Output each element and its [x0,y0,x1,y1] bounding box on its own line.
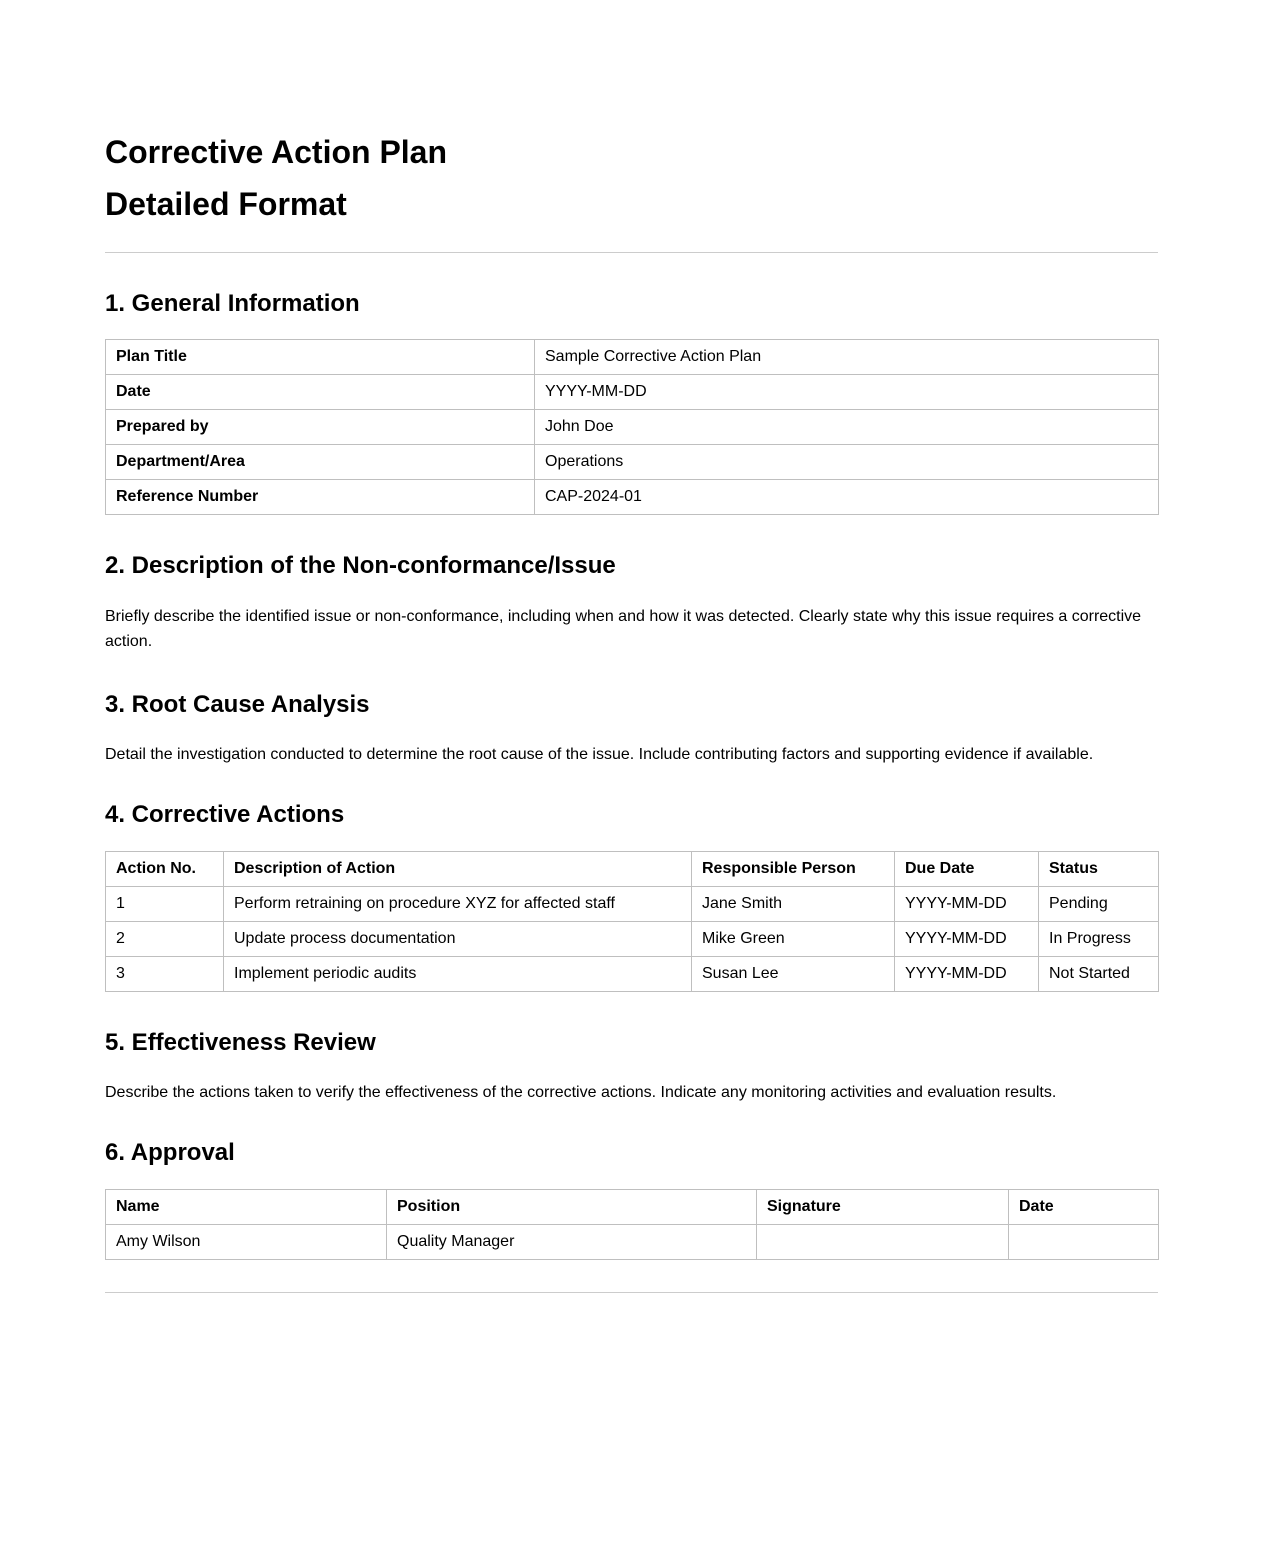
table-row [106,445,1159,480]
description-text: Briefly describe the identified issue or non-conformance, including when and how it was detected. Clearly state why this issue requires a corrective action. [105,608,1142,650]
table-row [106,887,1159,922]
responsible-person-cell: Mike Green [692,922,895,957]
bottom-divider [105,1292,1158,1293]
due-date-cell: YYYY-MM-DD [895,887,1039,922]
reference-number-label: Reference Number [106,480,535,515]
action-no-cell: 3 [106,957,224,992]
status-cell: In Progress [1039,922,1159,957]
action-description-cell: Perform retraining on procedure XYZ for affected staff [224,887,692,922]
approver-position-cell: Quality Manager [387,1225,757,1260]
date-label: Date [106,375,535,410]
status-cell: Pending [1039,887,1159,922]
general-info-heading: 1. General Information [105,290,360,317]
table-row [106,410,1159,445]
signature-cell[interactable] [757,1225,1009,1260]
reference-number-value: CAP-2024-01 [535,480,1159,515]
approval-heading: 6. Approval [105,1139,235,1166]
table-row [106,375,1159,410]
plan-title-value: Sample Corrective Action Plan [535,340,1159,375]
title-line-2: Detailed Format [105,186,347,222]
table-row [106,1225,1159,1260]
action-description-cell: Implement periodic audits [224,957,692,992]
column-header-status: Status [1039,852,1159,887]
general-info-table [105,339,1159,515]
column-header-responsible: Responsible Person [692,852,895,887]
action-no-cell: 2 [106,922,224,957]
table-header-row [106,1190,1159,1225]
table-header-row [106,852,1159,887]
column-header-position: Position [387,1190,757,1225]
root-cause-text: Detail the investigation conducted to determine the root cause of the issue. Include contributing factors and supporting evidence if available. [105,746,1094,763]
corrective-actions-table [105,851,1159,992]
action-description-cell: Update process documentation [224,922,692,957]
column-header-due-date: Due Date [895,852,1039,887]
description-heading: 2. Description of the Non-conformance/Issue [105,552,616,579]
corrective-actions-heading: 4. Corrective Actions [105,801,345,828]
date-value: YYYY-MM-DD [535,375,1159,410]
effectiveness-text: Describe the actions taken to verify the effectiveness of the corrective actions. Indicate any monitoring activities and evaluation results. [105,1084,1057,1101]
department-value: Operations [535,445,1159,480]
table-row [106,340,1159,375]
column-header-signature: Signature [757,1190,1009,1225]
responsible-person-cell: Jane Smith [692,887,895,922]
column-header-action-no: Action No. [106,852,224,887]
approver-name-cell: Amy Wilson [106,1225,387,1260]
status-cell: Not Started [1039,957,1159,992]
due-date-cell: YYYY-MM-DD [895,922,1039,957]
plan-title-label: Plan Title [106,340,535,375]
due-date-cell: YYYY-MM-DD [895,957,1039,992]
table-row [106,922,1159,957]
document-page [105,0,1158,1293]
document-title [105,126,1158,230]
column-header-name: Name [106,1190,387,1225]
department-label: Department/Area [106,445,535,480]
prepared-by-value: John Doe [535,410,1159,445]
title-line-1: Corrective Action Plan [105,134,448,170]
column-header-description: Description of Action [224,852,692,887]
approval-date-cell[interactable] [1009,1225,1159,1260]
action-no-cell: 1 [106,887,224,922]
responsible-person-cell: Susan Lee [692,957,895,992]
prepared-by-label: Prepared by [106,410,535,445]
table-row [106,480,1159,515]
root-cause-heading: 3. Root Cause Analysis [105,691,370,718]
approval-table [105,1189,1159,1260]
effectiveness-heading: 5. Effectiveness Review [105,1029,376,1056]
table-row [106,957,1159,992]
top-divider [105,252,1158,253]
column-header-date: Date [1009,1190,1159,1225]
